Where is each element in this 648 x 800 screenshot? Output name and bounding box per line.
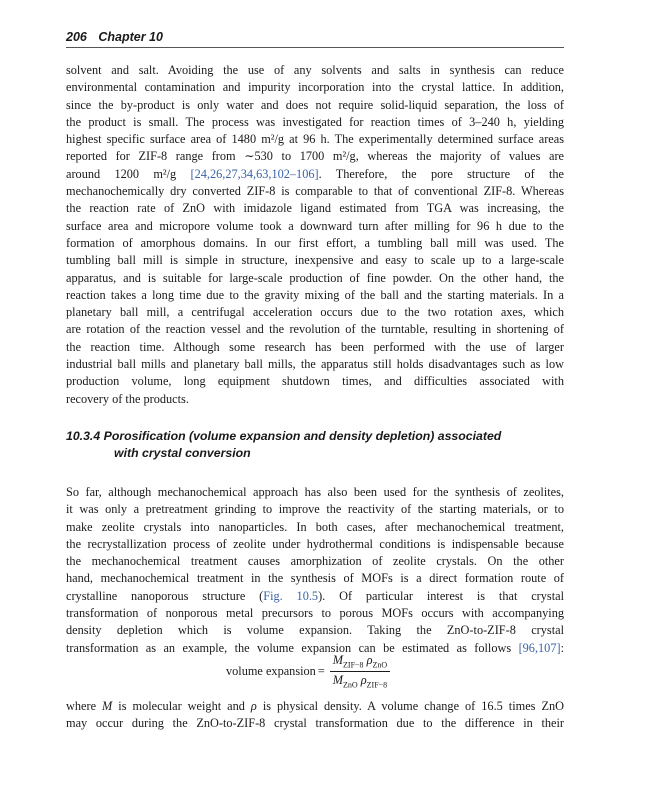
text-line: the product is small. The process was investigated for reaction times of 3–240 h, yielding	[66, 114, 564, 129]
text-line: the mechanochemical treatment causes amorphization of zeolite crystals. On the other	[66, 554, 564, 569]
text-line: hand, mechanochemical treatment in the synthesis of MOFs is a direct formation route of	[66, 571, 564, 586]
text-line: may occur during the ZnO-to-ZIF-8 crystal transformation due to the difference in their	[66, 716, 564, 731]
text-line: recovery of the products.	[66, 391, 189, 406]
text-line: make zeolite crystals into nanoparticles. In both cases, after mechanochemical treatment,	[66, 519, 564, 534]
text-segment: where	[66, 699, 103, 713]
paragraph-3	[66, 698, 564, 733]
text-segment: transformation as an example, the volume expansion can be estimated as follows	[66, 640, 519, 655]
text-line: the reaction time. Although some research has been performed with the use of larger	[66, 339, 564, 354]
text-line: highest specific surface area of 1480 m²/g at 96 h. The experimentally determined surface areas	[66, 132, 564, 147]
text-line	[66, 166, 564, 183]
density-symbol: ρ	[366, 653, 373, 668]
variable-M: M	[102, 699, 113, 713]
text-segment: . Therefore, the pore structure of the	[318, 166, 565, 181]
citation-link[interactable]: [24,26,27,34,63,102–106]	[190, 166, 319, 181]
text-line: it was only a pretreatment grinding to improve the reactivity of the starting materials, or to	[66, 502, 564, 517]
text-line: transformation of nonporous metal precursors to porous MOFs occurs with accompanying	[66, 606, 564, 621]
text-line	[66, 588, 564, 605]
mol-weight-symbol: M	[332, 672, 344, 687]
section-number: 10.3.4	[66, 429, 101, 443]
equation-equals: =	[317, 663, 325, 678]
mol-weight-symbol: M	[332, 653, 344, 668]
subscript: ZnO	[372, 660, 388, 670]
text-line: surface area and micropore volume took a downward turn after milling for 96 h due to the	[66, 218, 564, 233]
text-segment: is molecular weight and	[112, 699, 251, 713]
text-line	[66, 698, 564, 715]
text-line: the reaction rate of ZnO with imidazole ligand estimated from TGA was increasing, the	[66, 201, 564, 216]
running-header	[66, 30, 564, 48]
variable-rho: ρ	[250, 699, 257, 713]
text-line: the recrystallization process of zeolite under hydrothermal conditions is indispensable because	[66, 536, 564, 551]
citation-link[interactable]: [96,107]	[518, 640, 561, 655]
subscript: ZnO	[343, 679, 358, 689]
equation-fraction	[330, 653, 390, 689]
text-line: industrial ball mills and planetary ball mills, the apparatus still holds disadvantages such as low	[66, 357, 564, 372]
subscript: ZIF−8	[343, 660, 364, 670]
figure-link[interactable]: Fig. 10.5	[263, 588, 319, 603]
text-line: tumbling ball mill is simple in structure, inexpensive and easy to scale up to a large-scale	[66, 253, 564, 268]
page-number: 206	[66, 30, 87, 44]
text-line: since the by-product is only water and does not require solid-liquid separation, the loss of	[66, 97, 564, 112]
density-symbol: ρ	[360, 672, 367, 687]
text-segment: ). Of particular interest is that crystal	[318, 588, 564, 603]
text-line: are rotation of the reaction vessel and the revolution of the turntable, resulting in shortening of	[66, 322, 564, 337]
text-line: environmental contamination and impurity incorporation into the crystal lattice. In addition,	[66, 80, 564, 95]
volume-expansion-equation	[226, 651, 390, 691]
section-heading	[66, 428, 564, 462]
paragraph-2	[66, 484, 564, 657]
text-segment: crystalline nanoporous structure (	[66, 588, 264, 603]
text-line: mechanochemically dry converted ZIF-8 is comparable to that of conventional ZIF-8. Whereas	[66, 184, 564, 199]
text-segment: is physical density. A volume change of 16.5 times ZnO	[256, 699, 564, 713]
text-line: planetary ball mill, a centrifugal acceleration occurs due to the two rotation axes, which	[66, 305, 564, 320]
text-line: formation of amorphous domains. In our first effort, a tumbling ball mill was used. The	[66, 235, 564, 250]
equation-lhs: volume expansion	[226, 663, 316, 678]
text-segment: :	[560, 640, 564, 655]
text-segment: around 1200 m²/g	[66, 166, 191, 181]
text-line: solvent and salt. Avoiding the use of any solvents and salts in synthesis can reduce	[66, 63, 564, 77]
text-line: apparatus, and is suitable for large-scale production of fine powder. On the other hand, the	[66, 270, 564, 285]
fraction-denominator	[330, 672, 390, 689]
section-title-line2: with crystal conversion	[114, 446, 251, 460]
text-line: reaction takes a long time due to the gravity mixing of the ball and the starting materials. In a	[66, 287, 564, 302]
text-line: So far, although mechanochemical approach has also been used for the synthesis of zeolites,	[66, 485, 564, 499]
section-title-line1: Porosification (volume expansion and density depletion) associated	[103, 429, 502, 443]
text-line: production volume, long equipment shutdown times, and difficulties associated with	[66, 374, 564, 389]
chapter-label: Chapter 10	[98, 30, 163, 44]
fraction-numerator	[330, 653, 390, 671]
text-line: reported for ZIF-8 range from ∼530 to 1700 m²/g, whereas the majority of values are	[66, 149, 564, 164]
subscript: ZIF−8	[366, 679, 388, 689]
paragraph-1	[66, 62, 564, 408]
text-line: density depletion which is volume expansion. Taking the ZnO-to-ZIF-8 crystal	[66, 623, 564, 638]
